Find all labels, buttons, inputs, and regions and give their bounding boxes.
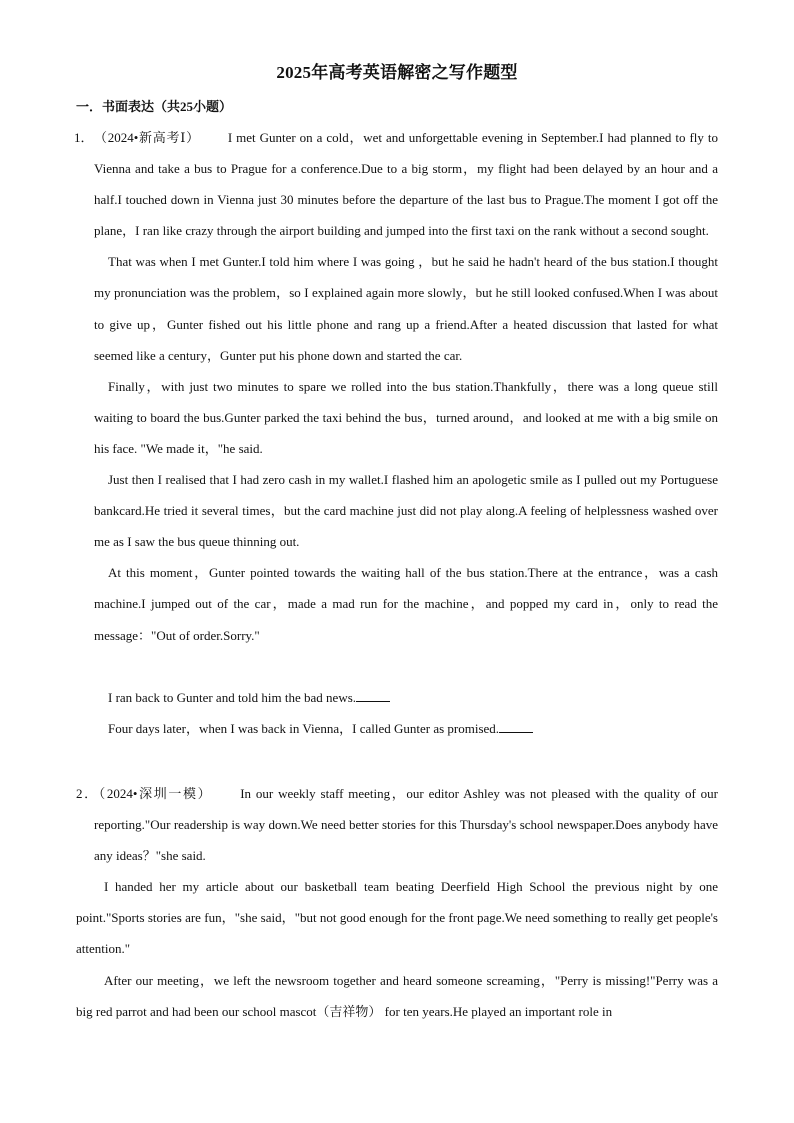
question-1 — [74, 122, 718, 744]
page-title: 2025年高考英语解密之写作题型 — [276, 63, 518, 82]
question-source: （2024•深圳一模） — [98, 786, 213, 801]
question-2 — [76, 778, 718, 1027]
section-heading: 一．书面表达（共25小题） — [76, 99, 233, 114]
paragraph: That was when I met Gunter.I told him where I was going ，but he said he hadn't heard of the bus station.I thought my pronunciation was the problem，so I explained again more slowly，but he still looked confused.When I was about to give up，Gunter fished out his little phone and rang up a friend.After a heated discussion that lasted for what seemed like a century，Gunter put his phone down and started the car. — [94, 254, 718, 363]
paragraph: I handed her my article about our basketball team beating Deerfield High School the previous night by one point."Sports stories are fun，"she said，"but not good enough for the front page.We need something to really get people's attention." — [76, 879, 718, 957]
paragraph: Just then I realised that I had zero cash in my wallet.I flashed him an apologetic smile as I pulled out my Portuguese bankcard.He tried it several times，but the card machine just did not play along.A feeling of helplessness washed over me as I saw the bus queue thinning out. — [94, 472, 718, 550]
question-number: 2． — [76, 786, 99, 801]
paragraph — [76, 778, 718, 871]
paragraph — [94, 122, 718, 246]
prompt-text: Four days later，when I was back in Vienna，I called Gunter as promised. — [108, 720, 500, 736]
writing-prompt — [94, 682, 718, 713]
writing-prompt — [94, 713, 718, 744]
paragraph-text: I met Gunter on a cold，wet and unforgettable evening in September.I had planned to fly to Vienna and take a bus to Prague for a conference.Due to a big storm，my flight had been delayed by an hour and a half.I touched down in Vienna just 30 minutes before the departure of the last bus to Prague.The moment I got off the plane，I ran like crazy through the airport building and jumped into the first taxi on the rank without a second sought. — [94, 130, 718, 239]
paragraph: Finally，with just two minutes to spare we rolled into the bus station.Thankfully，there was a long queue still waiting to board the bus.Gunter parked the taxi behind the bus，turned around，and looked at me with a big smile on his face. "We made it，"he said. — [94, 378, 718, 456]
prompt-text: I ran back to Gunter and told him the bad news. — [108, 689, 357, 705]
question-source: （2024•新高考Ⅰ） — [94, 130, 200, 145]
question-number: 1． — [74, 130, 94, 145]
paragraph-text: In our weekly staff meeting，our editor Ashley was not pleased with the quality of our reporting."Our readership is way down.We need better stories for this Thursday's school newspaper.Does anybody have any ideas？"she said. — [94, 786, 718, 864]
paragraph: At this moment，Gunter pointed towards the waiting hall of the bus station.There at the entrance，was a cash machine.I jumped out of the car，made a mad run for the machine，and popped my card in，only to read the message："Out of order.Sorry." — [94, 565, 718, 643]
answer-blank[interactable] — [499, 722, 533, 733]
answer-blank[interactable] — [356, 691, 390, 702]
paragraph: After our meeting，we left the newsroom together and heard someone screaming，"Perry is missing!"Perry was a big red parrot and had been our school mascot（吉祥物） for ten years.He played an important role in — [76, 972, 718, 1019]
